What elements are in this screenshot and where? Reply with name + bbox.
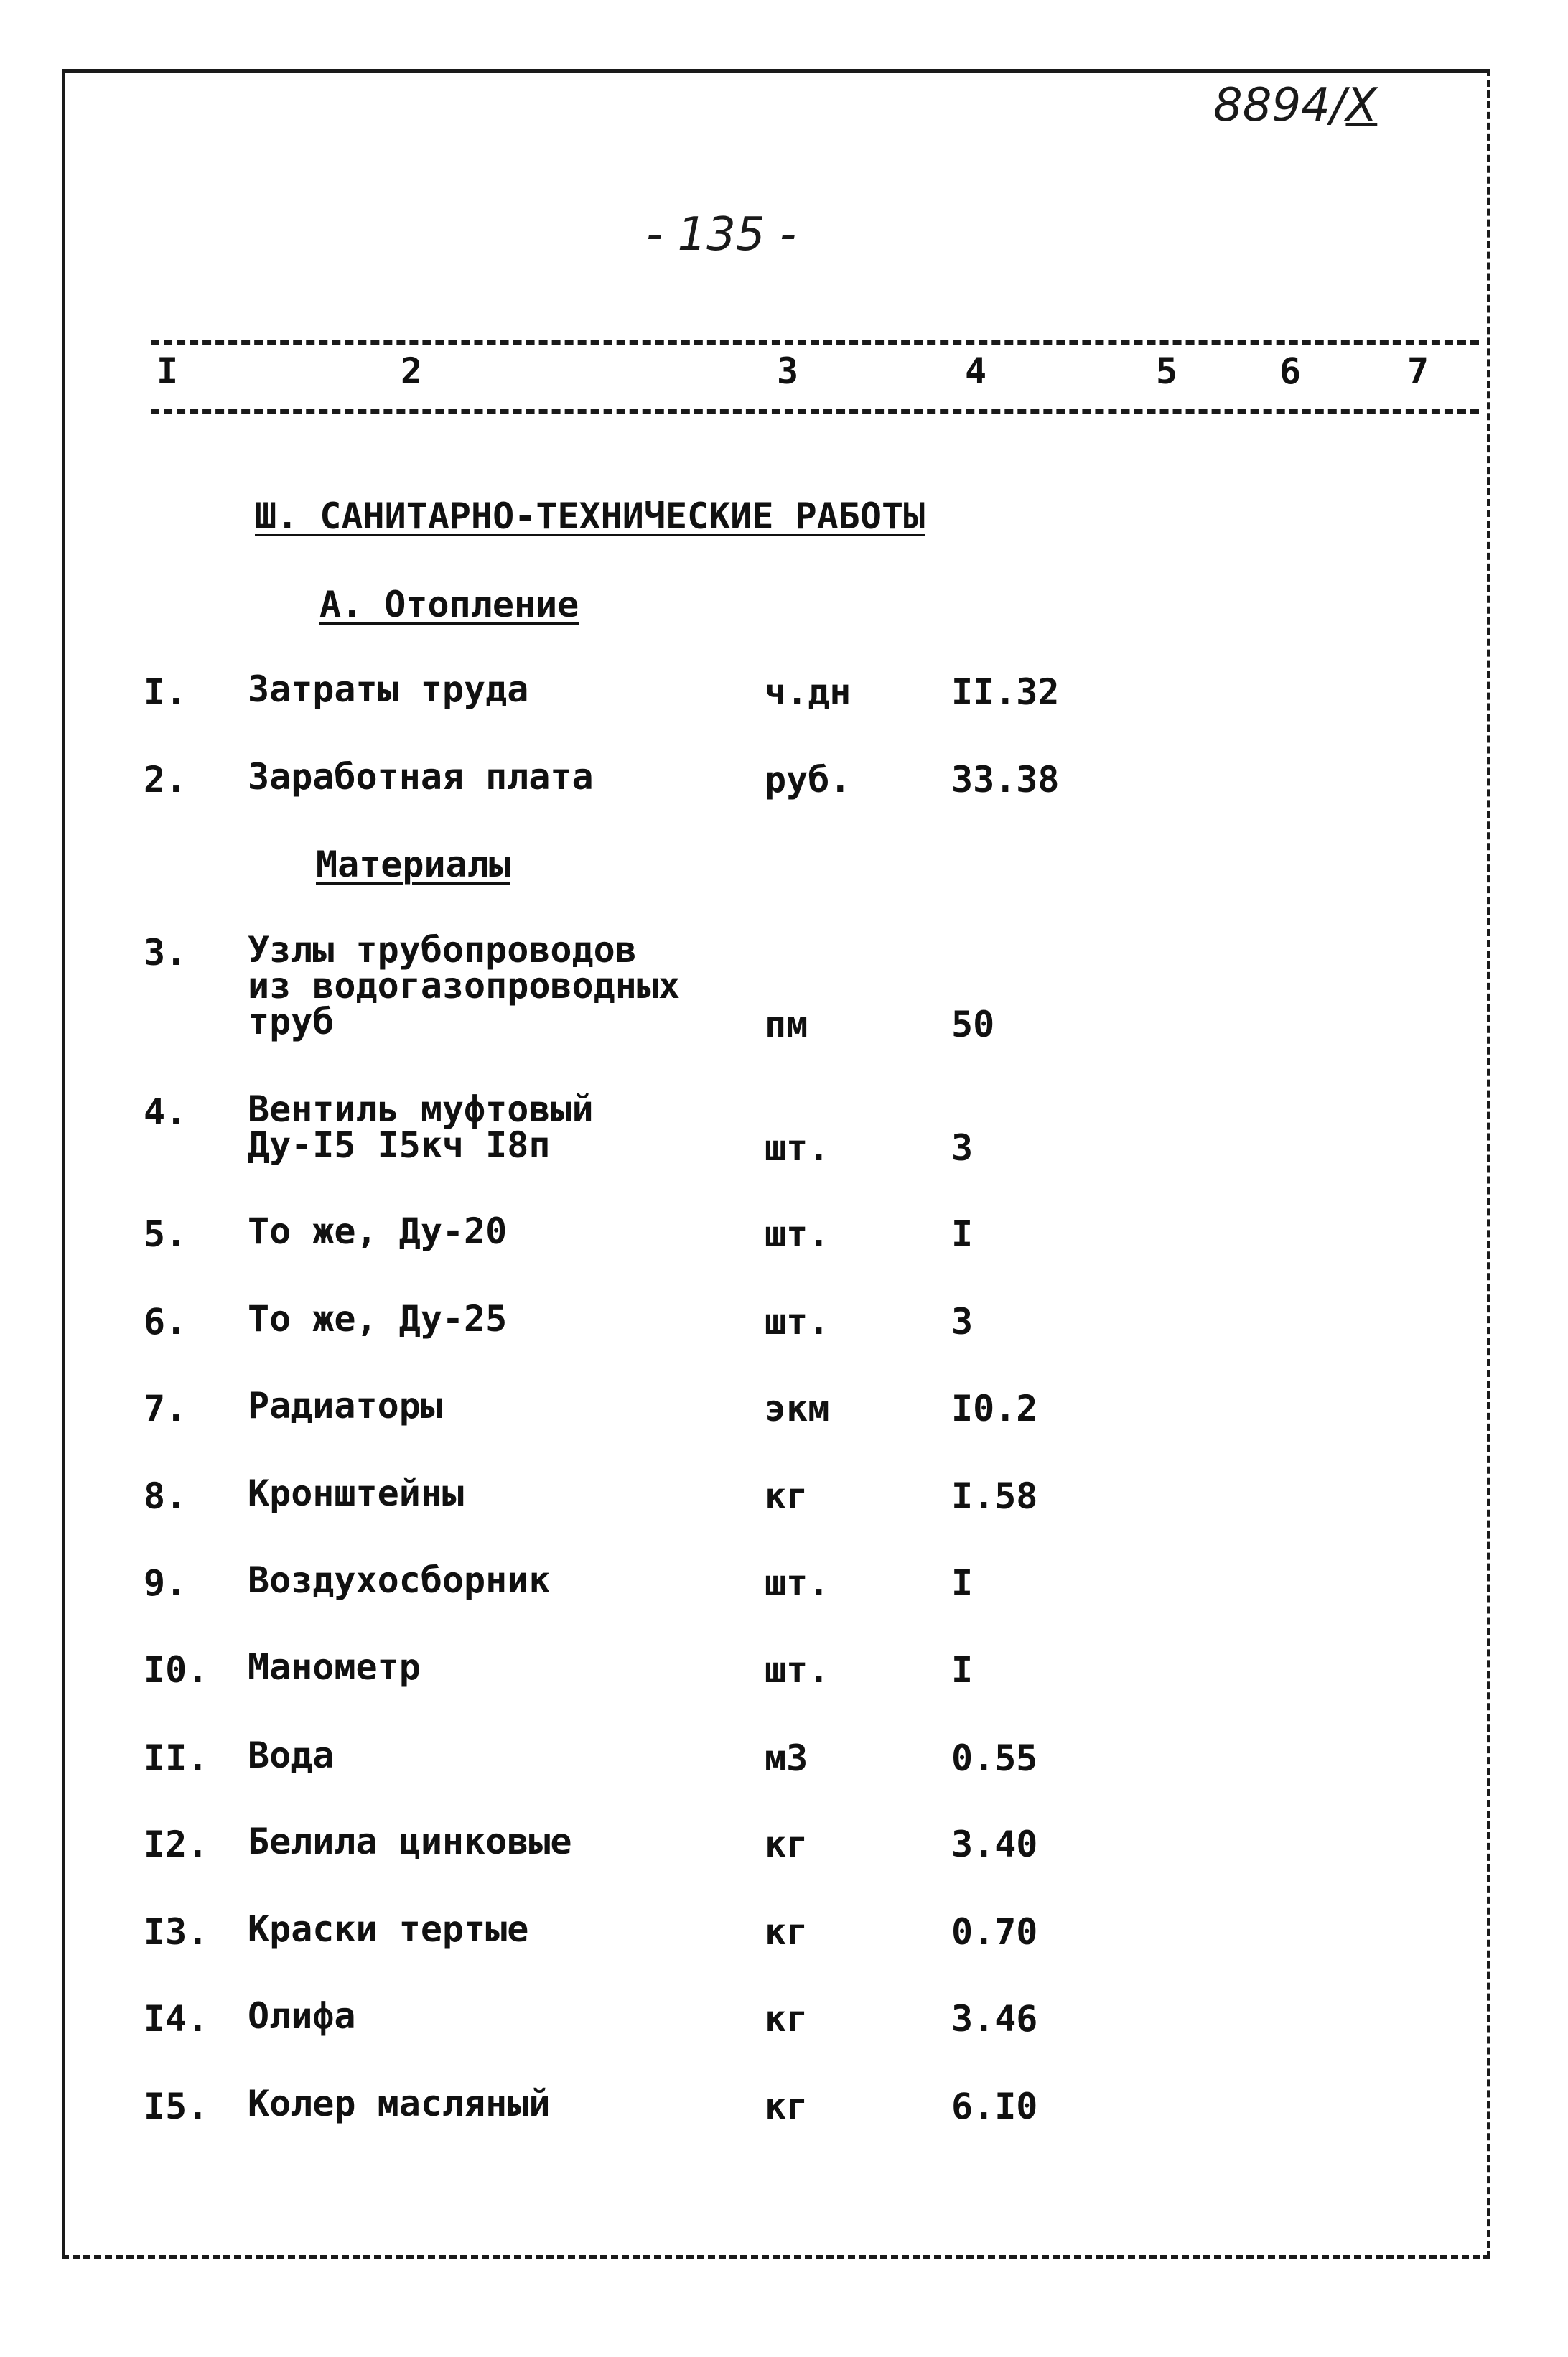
row-number: I2. [144,1824,209,1865]
section-title: Ш. САНИТАРНО-ТЕХНИЧЕСКИЕ РАБОТЫ [255,495,925,537]
row-quantity: 3 [951,1127,974,1169]
row-number: 2. [144,759,187,801]
row-number: II. [144,1737,209,1779]
row-unit: шт. [765,1127,830,1169]
column-header-3: 3 [777,350,799,392]
row-quantity: 33.38 [951,759,1060,801]
row-name: Колер масляный [248,2083,551,2124]
row-quantity: I [951,1649,974,1691]
header-rule-bottom [151,409,1479,414]
row-name: То же, Ду-20 [248,1210,508,1252]
row-number: 4. [144,1091,187,1133]
row-unit: кг [765,2086,808,2127]
row-unit: шт. [765,1649,830,1691]
row-name: Олифа [248,1995,356,2037]
row-number: I0. [144,1649,209,1691]
row-name: Радиаторы [248,1385,442,1427]
column-header-5: 5 [1156,350,1178,392]
row-number: 6. [144,1301,187,1343]
row-quantity: 0.70 [951,1911,1038,1953]
row-quantity: I [951,1213,974,1255]
row-number: 8. [144,1475,187,1517]
row-unit: кг [765,1911,808,1953]
row-unit: руб. [765,759,851,801]
row-unit: кг [765,1824,808,1865]
row-name: Кронштейны [248,1472,465,1514]
row-quantity: II.32 [951,671,1060,713]
row-name: Узлы трубопроводов из водогазопроводных труб [248,929,681,1042]
column-header-6: 6 [1279,350,1302,392]
header-rule-top [151,340,1479,345]
row-unit: кг [765,1998,808,2040]
row-name: Вода [248,1735,335,1776]
row-unit: кг [765,1475,808,1517]
row-quantity: 6.I0 [951,2086,1038,2127]
row-number: 7. [144,1388,187,1429]
row-quantity: I [951,1562,974,1604]
document-number-roman: X [1345,79,1378,132]
row-number: I4. [144,1998,209,2040]
row-unit: шт. [765,1301,830,1343]
subsection-heating: А. Отопление [319,584,579,625]
row-quantity: 0.55 [951,1737,1038,1779]
row-quantity: 3.40 [951,1824,1038,1865]
row-unit: шт. [765,1213,830,1255]
row-quantity: 3 [951,1301,974,1343]
row-name: Воздухосборник [248,1559,551,1601]
row-number: 3. [144,932,187,974]
column-header-4: 4 [965,350,987,392]
row-unit: ч.дн [765,671,851,713]
row-name: Манометр [248,1646,421,1688]
row-quantity: 50 [951,1004,995,1045]
page-number: - 135 - [646,208,797,261]
column-header-7: 7 [1407,350,1429,392]
row-unit: м3 [765,1737,808,1779]
document-number-digits: 8894/ [1213,79,1346,132]
document-number [1213,79,1377,132]
row-number: 9. [144,1562,187,1604]
row-unit: шт. [765,1562,830,1604]
row-name: Затраты труда [248,668,529,710]
column-header-1: I [157,350,179,392]
row-quantity: I.58 [951,1475,1038,1517]
row-number: I3. [144,1911,209,1953]
row-name: Краски тертые [248,1908,529,1950]
row-number: 5. [144,1213,187,1255]
row-name: Вентиль муфтовый Ду-I5 I5кч I8п [248,1088,594,1166]
column-header-2: 2 [401,350,423,392]
row-quantity: 3.46 [951,1998,1038,2040]
row-unit: экм [765,1388,830,1429]
row-number: I5. [144,2086,209,2127]
row-name: Заработная плата [248,756,594,798]
row-quantity: I0.2 [951,1388,1038,1429]
row-name: Белила цинковые [248,1821,572,1862]
row-unit: пм [765,1004,808,1045]
subsection-materials: Материалы [316,844,510,885]
row-number: I. [144,671,187,713]
row-name: То же, Ду-25 [248,1298,508,1340]
